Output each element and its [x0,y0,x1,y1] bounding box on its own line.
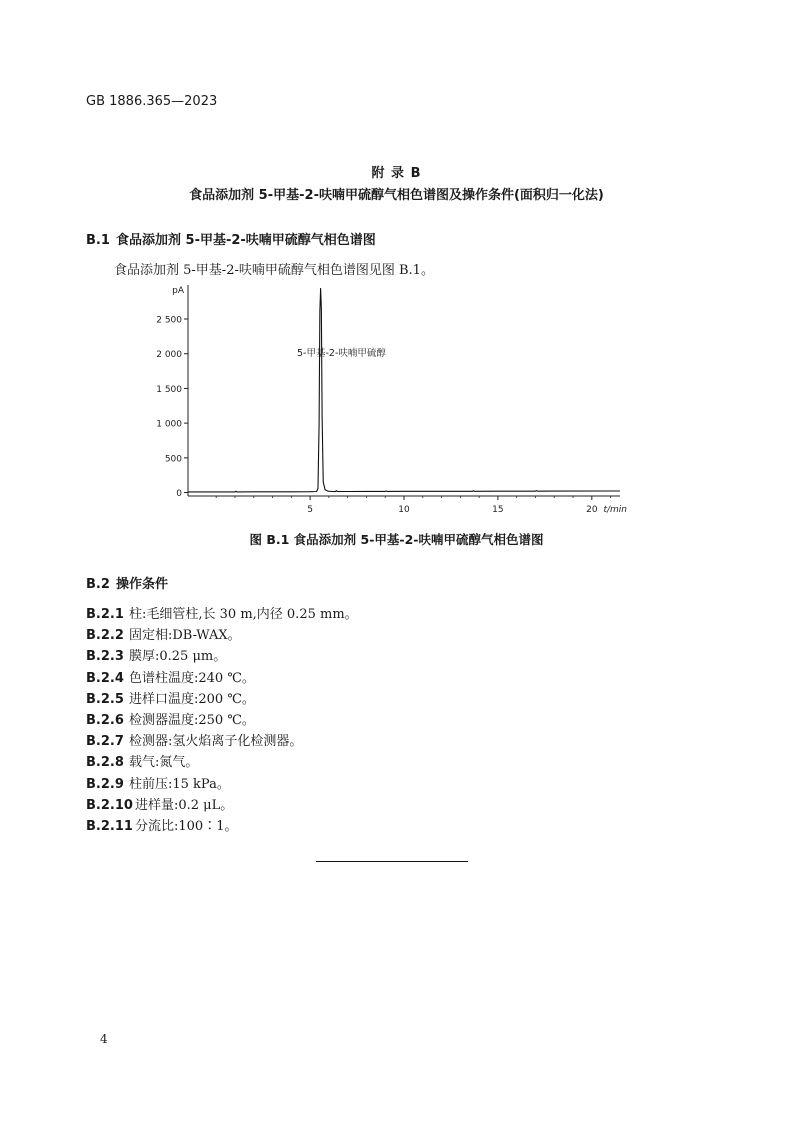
section-b2-number: B.2 [86,577,110,592]
appendix-title: 附 录 B [371,166,422,181]
condition-number: B.2.3 [86,649,124,665]
y-axis-label: pA [172,286,184,296]
x-tick-label: 15 [492,505,504,515]
section-b1-title: 食品添加剂 5-甲基-2-呋喃甲硫醇气相色谱图 [116,233,376,248]
page-number: 4 [100,1032,108,1046]
x-tick-label: 10 [398,505,410,515]
y-tick-label: 500 [164,454,182,465]
condition-text: 膜厚:0.25 μm。 [129,649,227,665]
section-b2-title: 操作条件 [116,577,169,592]
condition-item [86,794,233,813]
condition-number: B.2.11 [86,819,133,834]
appendix-subtitle: 食品添加剂 5-甲基-2-呋喃甲硫醇气相色谱图及操作条件(面积归一化法) [189,188,604,203]
y-tick-label: 1 000 [156,419,182,430]
condition-text: 检测器:氢火焰离子化检测器。 [129,734,303,750]
chromatogram-chart [150,282,630,522]
y-tick-label: 1 500 [156,384,182,395]
condition-text: 色谱柱温度:240 ℃。 [129,670,255,686]
condition-text: 载气:氮气。 [129,755,199,771]
section-b1-number: B.1 [86,233,110,248]
peak-annotation: 5-甲基-2-呋喃甲硫醇 [297,348,386,359]
y-tick-label: 0 [176,489,182,500]
y-tick-label: 2 000 [156,350,182,361]
condition-item [86,773,230,792]
condition-number: B.2.2 [86,628,124,644]
condition-number: B.2.4 [86,670,124,686]
condition-text: 柱前压:15 kPa。 [129,776,230,792]
condition-item [86,815,237,834]
condition-item [86,645,226,664]
condition-number: B.2.5 [86,691,124,707]
condition-item [86,603,358,622]
section-b1-paragraph: 食品添加剂 5-甲基-2-呋喃甲硫醇气相色谱图见图 B.1。 [114,263,434,278]
figure-caption: 图 B.1 食品添加剂 5-甲基-2-呋喃甲硫醇气相色谱图 [249,532,544,547]
condition-number: B.2.6 [86,713,124,728]
condition-item [86,688,255,707]
condition-number: B.2.7 [86,734,124,750]
condition-item [86,709,255,728]
condition-item [86,751,198,770]
condition-number: B.2.8 [86,755,124,771]
condition-number: B.2.1 [86,607,124,622]
condition-text: 检测器温度:250 ℃。 [129,713,255,728]
condition-item [86,730,302,749]
condition-text: 柱:毛细管柱,长 30 m,内径 0.25 mm。 [129,607,358,622]
end-rule [316,861,468,862]
y-tick-label: 2 500 [156,315,182,326]
section-b1-heading [86,229,376,248]
condition-text: 分流比:100∶1。 [135,819,238,834]
section-b2-heading [86,573,168,592]
condition-text: 固定相:DB-WAX。 [129,628,241,644]
condition-text: 进样口温度:200 ℃。 [129,691,255,707]
x-axis-label: t/min [603,505,627,515]
condition-number: B.2.10 [86,797,133,813]
x-tick-label: 20 [586,505,598,515]
condition-number: B.2.9 [86,776,124,792]
x-tick-label: 5 [307,505,313,515]
chromatogram-trace [188,288,620,492]
standard-id: GB 1886.365—2023 [86,94,218,109]
condition-item [86,624,241,643]
condition-item [86,667,255,686]
condition-text: 进样量:0.2 μL。 [135,797,234,813]
